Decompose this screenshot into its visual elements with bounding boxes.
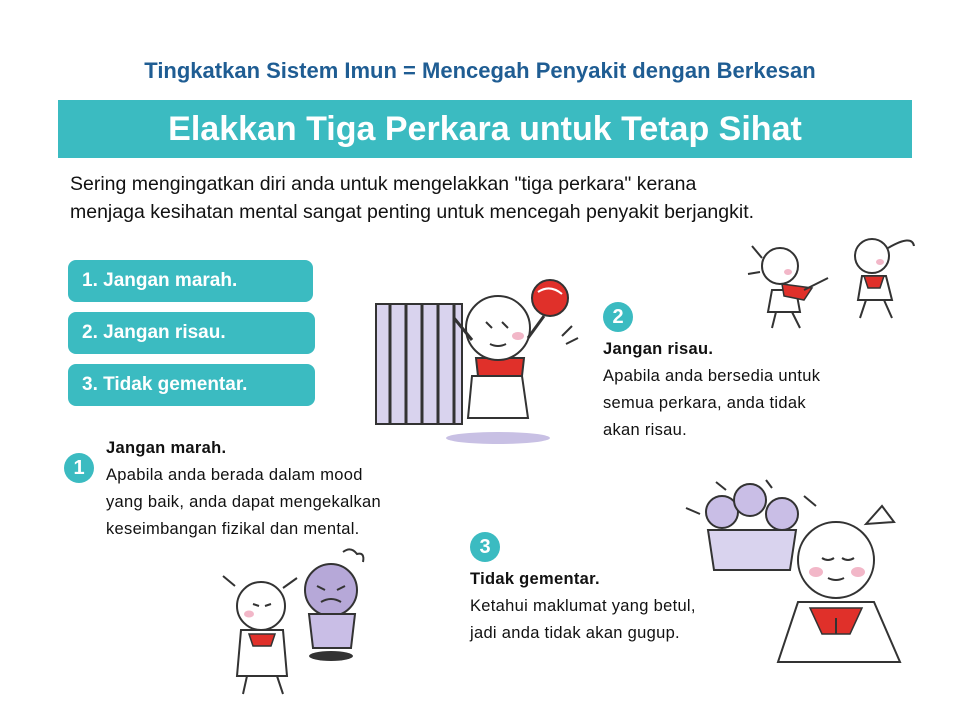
tip-line: keseimbangan fizikal dan mental. <box>106 520 360 538</box>
tip-line: Apabila anda bersedia untuk <box>603 367 821 385</box>
tip-jangan-marah <box>106 435 381 543</box>
tip-line: Ketahui maklumat yang betul, <box>470 597 696 615</box>
tip-number-badge: 3 <box>470 532 500 562</box>
tip-line: Apabila anda berada dalam mood <box>106 466 363 484</box>
intro-text <box>70 170 930 226</box>
ball-and-cage-illustration <box>372 278 582 448</box>
angry-kid-illustration <box>205 548 375 698</box>
tip-jangan-risau <box>603 336 820 444</box>
tip-number-badge: 2 <box>603 302 633 332</box>
tip-tidak-gementar <box>470 566 696 647</box>
intro-line: menjaga kesihatan mental sangat penting untuk mencegah penyakit berjangkit. <box>70 201 755 223</box>
calm-kid-illustration <box>686 478 916 678</box>
tip-line: yang baik, anda dapat mengekalkan <box>106 493 382 511</box>
pill-jangan-marah: 1. Jangan marah. <box>68 260 313 302</box>
tip-line: semua perkara, anda tidak <box>603 394 806 412</box>
tip-title: Jangan risau. <box>603 340 714 358</box>
tip-line: akan risau. <box>603 421 688 439</box>
cheerful-kids-illustration <box>742 232 920 332</box>
page-subtitle: Tingkatkan Sistem Imun = Mencegah Penyakit dengan Berkesan <box>144 58 816 83</box>
page-title-banner: Elakkan Tiga Perkara untuk Tetap Sihat <box>58 100 912 158</box>
pill-tidak-gementar: 3. Tidak gementar. <box>68 364 315 406</box>
intro-line: Sering mengingatkan diri anda untuk mengelakkan "tiga perkara" kerana <box>70 173 697 195</box>
tip-title: Jangan marah. <box>106 439 227 457</box>
tip-title: Tidak gementar. <box>470 570 600 588</box>
tip-number-badge: 1 <box>64 453 94 483</box>
tip-line: jadi anda tidak akan gugup. <box>470 624 680 642</box>
pill-jangan-risau: 2. Jangan risau. <box>68 312 315 354</box>
